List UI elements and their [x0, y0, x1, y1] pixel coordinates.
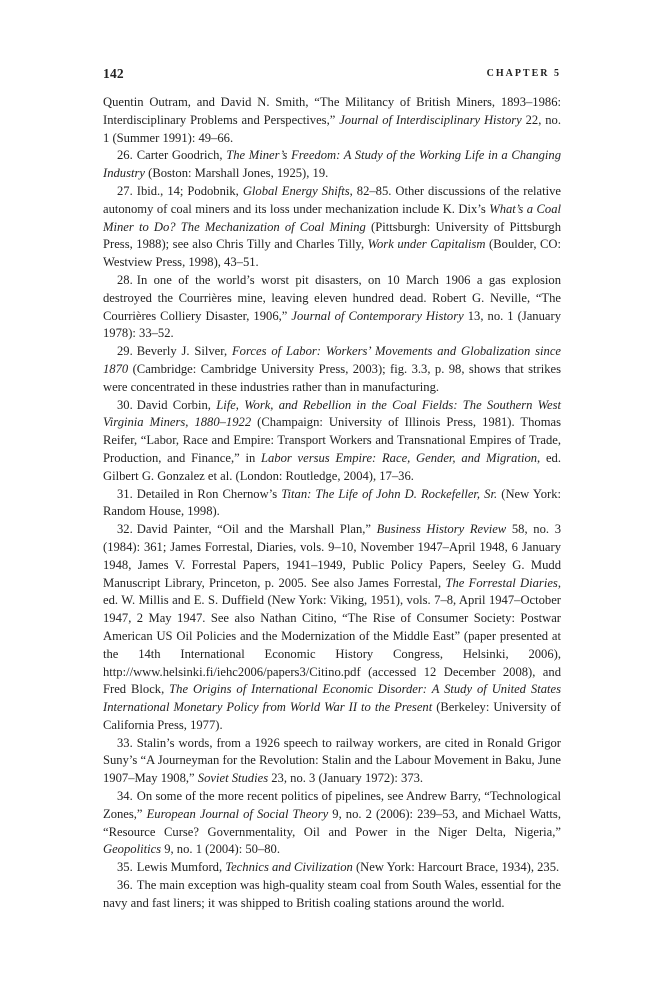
endnote-text: , ed. W. Millis and E. S. Duffield (New York: Viking, 1951), vols. 7–8, April 1947–October 1947, 2 May 1947. See also Nathan Citino, “The Rise of Consumer Society: Postwar American US Oil Policies and the Modernization of the Middle East” (paper presented at the 14th International Economic History Congress, Helsinki, 2006), http://www.helsinki.fi/iehc2006/papers3/Citino.pdf (accessed 12 December 2008), and Fred Block,	[103, 575, 561, 697]
endnote-text: Lewis Mumford,	[136, 860, 226, 875]
endnote-title-italic: Soviet Studies	[197, 771, 269, 786]
endnote-title-italic: Life, Work, and Rebellion in the Coal Fields: The Southern West Virginia Miners, 1880–1922	[103, 397, 561, 430]
page-header	[103, 66, 561, 86]
endnote	[103, 877, 561, 913]
endnote	[103, 521, 561, 735]
endnote-number: 33.	[117, 735, 133, 750]
endnote-text: 58, no. 3 (1984): 361; James Forrestal, Diaries, vols. 9–10, November 1947–April 1948, 6 January 1948, James V. Forrestal Papers, 1941–1949, Public Policy Papers, Seeley G. Mudd Manuscript Library, Princeton, p. 2005. See also James Forrestal,	[103, 522, 561, 590]
endnote	[103, 486, 561, 522]
endnote	[103, 788, 561, 859]
endnote-text: (Champaign: University of Illinois Press, 1981). Thomas Reifer, “Labor, Race and Empire: Transport Workers and Transnational Empires of Trade, Production, and Finance,” in	[103, 415, 561, 465]
endnote-text: Stalin’s words, from a 1926 speech to railway workers, are cited in Ronald Grigor Suny’s “A Journeyman for the Revolution: Stalin and the Labour Movement in Baku, June 1907–May 1908,”	[103, 735, 561, 786]
endnote	[103, 147, 561, 183]
endnote-title-italic: Journal of Contemporary History	[291, 308, 464, 323]
endnote-text: Ibid., 14; Podobnik,	[136, 183, 243, 198]
endnote	[103, 343, 561, 396]
endnote-number: 35.	[117, 860, 133, 875]
endnote-title-italic: What’s a Coal Miner to Do? The Mechanization of Coal Mining	[103, 201, 561, 234]
endnote-text: , 82–85. Other discussions of the relative autonomy of coal miners and its loss under mechanization include K. Dix’s	[103, 183, 562, 216]
endnote-number: 26.	[117, 148, 133, 163]
endnote-text: 9, no. 2 (2006): 239–53, and Michael Watts, “Resource Curse? Governmentality, Oil and Power in the Niger Delta, Nigeria,”	[103, 806, 561, 839]
endnote-number: 28.	[117, 272, 133, 287]
endnote-text: 23, no. 3 (January 1972): 373.	[268, 771, 424, 786]
endnote-number: 31.	[117, 486, 133, 501]
endnote-text: David Corbin,	[136, 397, 217, 412]
endnotes-list	[103, 94, 561, 913]
endnote-title-italic: Technics and Civilization	[225, 860, 353, 875]
endnote-text: , ed. Gilbert G. Gonzalez et al. (London: Routledge, 2004), 17–36.	[103, 450, 561, 483]
endnote-title-italic: Work under Capitalism	[367, 237, 486, 252]
running-head: CHAPTER 5	[486, 68, 561, 79]
endnote-text: Quentin Outram, and David N. Smith, “The Militancy of British Miners, 1893–1986: Interdisciplinary Problems and Perspectives,”	[103, 95, 561, 127]
endnote-title-italic: Forces of Labor: Workers’ Movements and Globalization since 1870	[103, 344, 561, 376]
endnote-text: 9, no. 1 (2004): 50–80.	[161, 842, 280, 857]
endnote	[103, 183, 561, 272]
endnote-text: (Boston: Marshall Jones, 1925), 19.	[144, 166, 329, 181]
endnote-text: (New York: Random House, 1998).	[103, 486, 561, 519]
endnote-text: Beverly J. Silver,	[136, 344, 232, 359]
endnote-title-italic: European Journal of Social Theory	[146, 806, 329, 821]
endnote-text: Carter Goodrich,	[136, 148, 227, 163]
endnote	[103, 272, 561, 343]
endnote-number: 36.	[117, 878, 133, 893]
page-number: 142	[103, 66, 124, 81]
endnote-title-italic: Geopolitics	[103, 842, 162, 857]
endnote-text: (New York: Harcourt Brace, 1934), 235.	[352, 860, 560, 875]
endnote-text: Detailed in Ron Chernow’s	[136, 486, 282, 501]
endnote-title-italic: Titan: The Life of John D. Rockefeller, Sr.	[281, 486, 498, 501]
endnote-number: 29.	[117, 344, 133, 359]
endnote-text: David Painter, “Oil and the Marshall Plan,”	[136, 522, 377, 537]
endnote-title-italic: Business History Review	[376, 522, 507, 537]
endnote-text: (Pittsburgh: University of Pittsburgh Press, 1988); see also Chris Tilly and Charles Tilly,	[103, 219, 561, 252]
endnote-text: 13, no. 1 (January 1978): 33–52.	[103, 308, 561, 341]
endnote-text: In one of the world’s worst pit disasters, on 10 March 1906 a gas explosion destroyed the Courrières mine, leaving eleven hundred dead. Robert G. Neville, “The Courrières Colliery Disaster, 1906,”	[103, 272, 561, 323]
endnote-text: (Boulder, CO: Westview Press, 1998), 43–51.	[103, 237, 561, 270]
endnote-text: 22, no. 1 (Summer 1991): 49–66.	[103, 112, 561, 145]
endnote-text: (Berkeley: University of California Press, 1977).	[103, 700, 561, 732]
book-page	[103, 66, 561, 913]
endnote-title-italic: Global Energy Shifts	[242, 183, 350, 198]
endnote-number: 30.	[117, 397, 133, 412]
endnote-number: 32.	[117, 522, 133, 537]
endnote-title-italic: The Origins of International Economic Disorder: A Study of United States International Monetary Policy from World War II to the Present	[103, 682, 561, 715]
endnote-text: (Cambridge: Cambridge University Press, 2003); fig. 3.3, p. 98, shows that strikes were concentrated in these industries rather than in manufacturing.	[103, 361, 561, 394]
endnote-text: The main exception was high-quality steam coal from South Wales, essential for the navy and fast liners; it was shipped to British coaling stations around the world.	[103, 878, 561, 910]
endnote-continuation	[103, 94, 561, 147]
endnote-title-italic: Labor versus Empire: Race, Gender, and Migration	[260, 450, 538, 465]
endnote	[103, 859, 561, 877]
endnote	[103, 397, 561, 486]
endnote	[103, 735, 561, 788]
endnote-number: 27.	[117, 183, 133, 198]
endnote-title-italic: Journal of Interdisciplinary History	[339, 112, 522, 127]
endnote-title-italic: The Miner’s Freedom: A Study of the Working Life in a Changing Industry	[103, 148, 562, 181]
endnote-title-italic: The Forrestal Diaries	[445, 575, 558, 590]
endnote-text: On some of the more recent politics of pipelines, see Andrew Barry, “Technological Zones,”	[103, 789, 561, 821]
endnote-number: 34.	[117, 789, 133, 804]
